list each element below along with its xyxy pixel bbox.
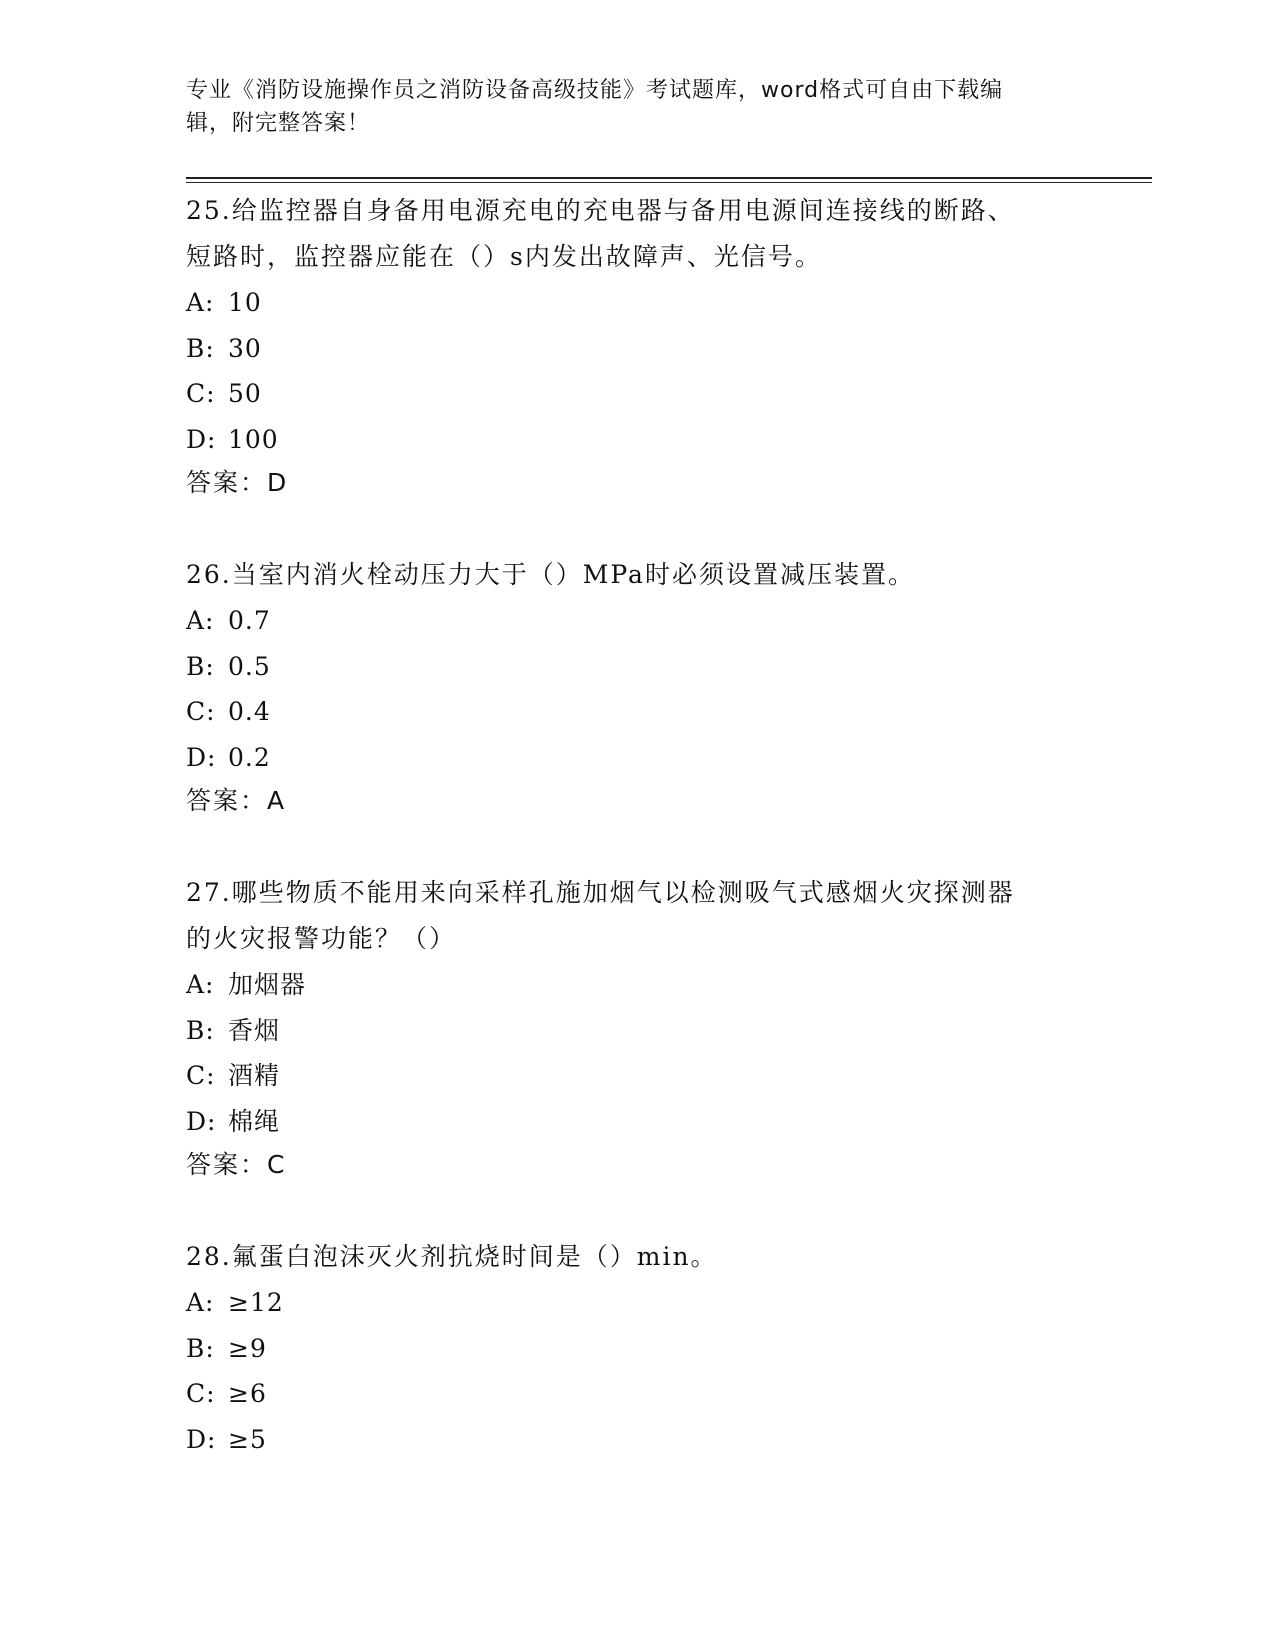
option-text: 30 bbox=[228, 333, 262, 363]
option-text: 加烟器 bbox=[228, 970, 307, 999]
option-text: 0.4 bbox=[228, 697, 271, 726]
question-spacer bbox=[186, 1186, 1086, 1234]
option-letter: B: bbox=[186, 651, 215, 681]
option-d bbox=[186, 735, 1086, 781]
option-text: 50 bbox=[228, 379, 262, 408]
option-a bbox=[186, 1280, 1086, 1326]
option-letter: C: bbox=[186, 1379, 216, 1408]
option-text: ≥9 bbox=[228, 1333, 267, 1363]
question-stem bbox=[186, 1234, 1086, 1280]
question-spacer bbox=[186, 504, 1086, 552]
option-letter: C: bbox=[186, 1061, 216, 1090]
option-text: ≥6 bbox=[228, 1379, 267, 1408]
question-stem-line-1: 28.氟蛋白泡沫灭火剂抗烧时间是（）min。 bbox=[186, 1242, 718, 1271]
option-letter: B: bbox=[186, 1015, 215, 1045]
option-letter: C: bbox=[186, 697, 216, 726]
option-letter: D: bbox=[186, 424, 217, 454]
option-b bbox=[186, 1326, 1086, 1372]
question-list bbox=[186, 188, 1086, 1462]
option-b bbox=[186, 644, 1086, 690]
question-25 bbox=[186, 188, 1086, 504]
option-letter: D: bbox=[186, 1106, 217, 1136]
option-c bbox=[186, 371, 1086, 417]
question-stem-line-2: 短路时，监控器应能在（）s内发出故障声、光信号。 bbox=[186, 242, 822, 271]
option-d bbox=[186, 1417, 1086, 1463]
question-spacer bbox=[186, 822, 1086, 870]
header-rule-thick bbox=[186, 177, 1152, 179]
option-c bbox=[186, 1371, 1086, 1417]
option-a bbox=[186, 598, 1086, 644]
option-a bbox=[186, 962, 1086, 1008]
option-text: 棉绳 bbox=[228, 1106, 281, 1136]
option-letter: A: bbox=[186, 288, 215, 317]
option-letter: B: bbox=[186, 333, 215, 363]
question-stem-line-1: 26.当室内消火栓动压力大于（）MPa时必须设置减压装置。 bbox=[186, 560, 915, 589]
header-line-1: 专业《消防设施操作员之消防设备高级技能》考试题库，word格式可自由下载编 bbox=[186, 78, 1004, 103]
question-stem-line-2: 的火灾报警功能？（） bbox=[186, 924, 457, 953]
option-text: 酒精 bbox=[228, 1061, 281, 1090]
option-d bbox=[186, 417, 1086, 463]
question-27 bbox=[186, 870, 1086, 1186]
option-text: 0.5 bbox=[228, 651, 271, 681]
option-c bbox=[186, 1053, 1086, 1099]
option-a bbox=[186, 280, 1086, 326]
option-c bbox=[186, 689, 1086, 735]
option-text: 香烟 bbox=[228, 1015, 281, 1045]
option-text: 0.2 bbox=[228, 742, 271, 772]
option-letter: A: bbox=[186, 606, 215, 635]
option-text: ≥12 bbox=[228, 1288, 284, 1317]
question-stem bbox=[186, 870, 1086, 962]
option-text: 0.7 bbox=[228, 606, 271, 635]
question-stem-line-1: 25.给监控器自身备用电源充电的充电器与备用电源间连接线的断路、 bbox=[186, 196, 1015, 225]
answer-line: 答案：D bbox=[186, 468, 289, 497]
option-letter: A: bbox=[186, 970, 215, 999]
question-28 bbox=[186, 1234, 1086, 1462]
question-26 bbox=[186, 552, 1086, 822]
question-stem bbox=[186, 188, 1086, 280]
option-b bbox=[186, 326, 1086, 372]
option-letter: B: bbox=[186, 1333, 215, 1363]
question-stem bbox=[186, 552, 1086, 598]
option-letter: D: bbox=[186, 1424, 217, 1454]
document-header bbox=[186, 74, 1066, 140]
option-letter: D: bbox=[186, 742, 217, 772]
option-text: ≥5 bbox=[228, 1424, 267, 1454]
option-text: 100 bbox=[228, 424, 279, 454]
option-text: 10 bbox=[228, 288, 262, 317]
question-stem-line-1: 27.哪些物质不能用来向采样孔施加烟气以检测吸气式感烟火灾探测器 bbox=[186, 878, 1015, 907]
option-letter: C: bbox=[186, 379, 216, 408]
option-d bbox=[186, 1099, 1086, 1145]
answer-line: 答案：C bbox=[186, 1150, 287, 1179]
answer-line: 答案：A bbox=[186, 786, 287, 815]
option-letter: A: bbox=[186, 1288, 215, 1317]
option-b bbox=[186, 1008, 1086, 1054]
header-rule-thin bbox=[186, 182, 1152, 183]
header-line-2: 辑，附完整答案！ bbox=[186, 111, 371, 136]
